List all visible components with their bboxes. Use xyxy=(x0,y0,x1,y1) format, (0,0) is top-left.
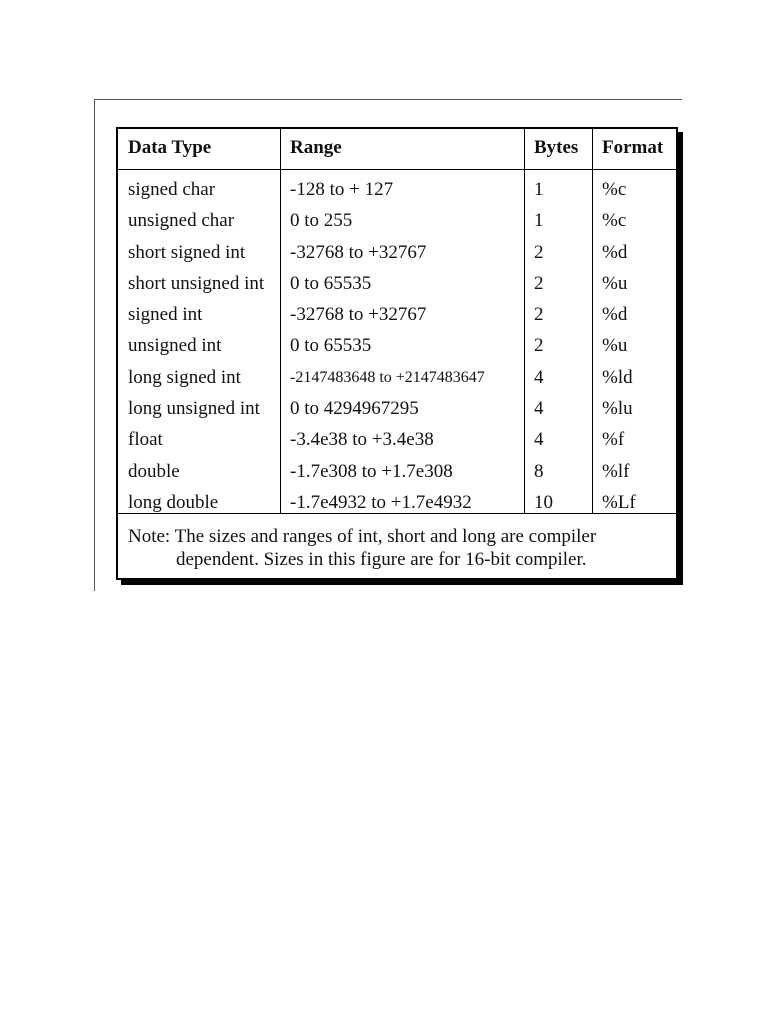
table-body xyxy=(118,177,676,521)
table-row xyxy=(118,396,676,427)
table-row xyxy=(118,365,676,396)
table-note xyxy=(128,525,668,571)
cell-range: -2147483648 to +2147483647 xyxy=(290,368,485,386)
frame-top-border xyxy=(94,99,682,100)
cell-data-type: double xyxy=(128,460,180,482)
cell-format: %lu xyxy=(602,398,633,420)
cell-format: %u xyxy=(602,272,628,294)
table-row xyxy=(118,427,676,458)
cell-range: -32768 to +32767 xyxy=(290,304,427,326)
cell-range: -1.7e308 to +1.7e308 xyxy=(290,460,453,482)
cell-format: %lf xyxy=(602,460,630,482)
cell-data-type: signed char xyxy=(128,179,216,200)
header-format: Format xyxy=(602,137,664,158)
table-row xyxy=(118,271,676,302)
cell-range: 0 to 65535 xyxy=(290,272,372,294)
cell-bytes: 1 xyxy=(534,179,544,200)
cell-format: %c xyxy=(602,210,627,232)
header-bytes: Bytes xyxy=(534,137,579,158)
cell-format: %Lf xyxy=(602,491,636,513)
header-divider xyxy=(118,169,676,170)
cell-data-type: float xyxy=(128,429,163,451)
table-row xyxy=(118,302,676,333)
table-row xyxy=(118,459,676,490)
cell-bytes: 2 xyxy=(534,241,544,263)
cell-data-type: unsigned int xyxy=(128,335,222,357)
table-header-row xyxy=(118,129,676,169)
cell-data-type: short signed int xyxy=(128,241,246,263)
cell-data-type: long signed int xyxy=(128,366,241,388)
cell-range: 0 to 65535 xyxy=(290,335,372,357)
cell-range: 0 to 255 xyxy=(290,210,353,232)
frame-left-border xyxy=(94,99,95,591)
cell-range: -32768 to +32767 xyxy=(290,241,427,263)
cell-format: %f xyxy=(602,429,625,451)
cell-bytes: 4 xyxy=(534,429,544,451)
table-row xyxy=(118,333,676,364)
cell-format: %c xyxy=(602,179,627,200)
header-range: Range xyxy=(290,137,342,158)
cell-range: -1.7e4932 to +1.7e4932 xyxy=(290,491,472,513)
cell-data-type: long unsigned int xyxy=(128,398,260,420)
cell-data-type: short unsigned int xyxy=(128,272,265,294)
cell-range: 0 to 4294967295 xyxy=(290,398,419,420)
cell-bytes: 2 xyxy=(534,335,544,357)
cell-bytes: 10 xyxy=(534,491,553,513)
cell-data-type: unsigned char xyxy=(128,210,235,232)
cell-bytes: 2 xyxy=(534,272,544,294)
data-types-table xyxy=(116,127,678,580)
cell-range: -3.4e38 to +3.4e38 xyxy=(290,429,434,451)
note-line-2: dependent. Sizes in this figure are for 16-bit compiler. xyxy=(176,549,587,570)
cell-bytes: 1 xyxy=(534,210,544,232)
cell-bytes: 4 xyxy=(534,398,544,420)
cell-format: %d xyxy=(602,304,628,326)
cell-range: -128 to + 127 xyxy=(290,179,394,200)
cell-format: %ld xyxy=(602,366,633,388)
table-row xyxy=(118,490,676,521)
table-row xyxy=(118,240,676,271)
table-row xyxy=(118,177,676,208)
note-line-1: Note: The sizes and ranges of int, short and long are compiler xyxy=(128,526,597,547)
cell-format: %u xyxy=(602,335,628,357)
header-data-type: Data Type xyxy=(128,137,212,158)
table-row xyxy=(118,208,676,239)
cell-bytes: 2 xyxy=(534,304,544,326)
cell-data-type: signed int xyxy=(128,304,203,326)
cell-bytes: 4 xyxy=(534,366,544,388)
cell-format: %d xyxy=(602,241,628,263)
cell-bytes: 8 xyxy=(534,460,544,482)
cell-data-type: long double xyxy=(128,491,219,513)
